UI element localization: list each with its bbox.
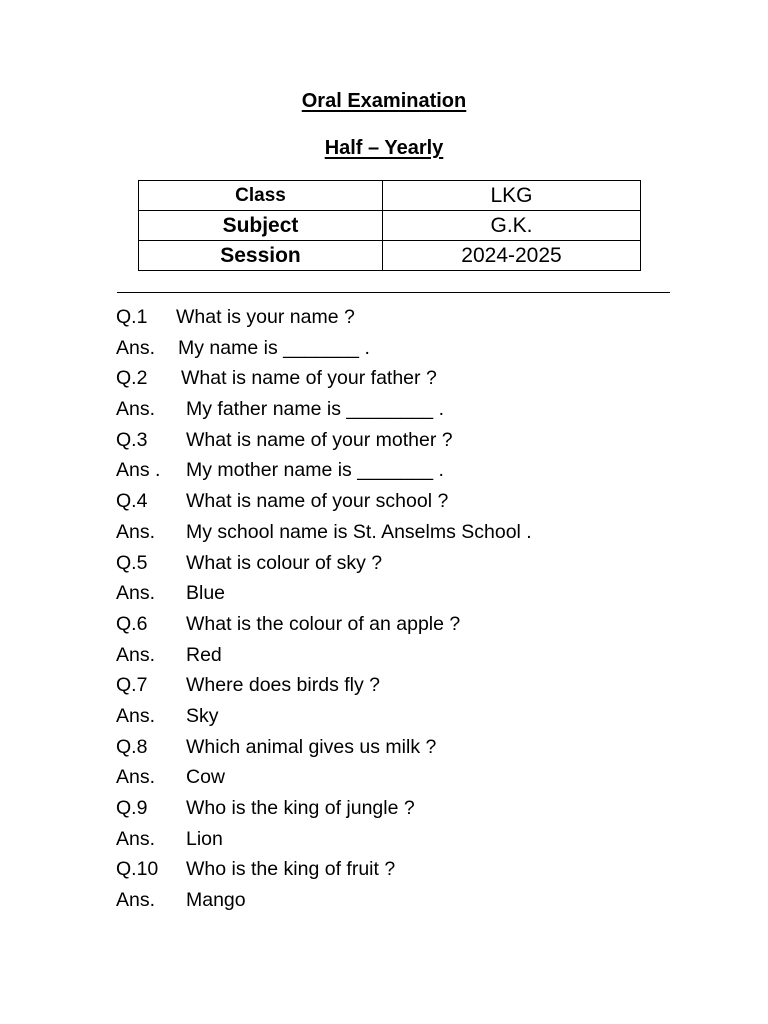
question-answer-list xyxy=(116,302,736,916)
subject-label: Subject xyxy=(139,211,383,241)
answer-text: My mother name is _______ . xyxy=(186,459,444,482)
question-row xyxy=(116,609,736,640)
answer-label: Ans. xyxy=(116,766,156,789)
question-number: Q.6 xyxy=(116,612,148,635)
answer-label: Ans. xyxy=(116,520,156,543)
question-row xyxy=(116,670,736,701)
answer-label: Ans. xyxy=(116,827,156,850)
question-row xyxy=(116,548,736,579)
answer-label: Ans. xyxy=(116,643,156,666)
separator-line xyxy=(117,292,670,293)
question-number: Q.8 xyxy=(116,735,148,758)
question-text: What is the colour of an apple ? xyxy=(186,612,461,635)
question-row xyxy=(116,854,736,885)
exam-info-table xyxy=(138,180,641,271)
answer-text: Blue xyxy=(186,582,226,605)
question-number: Q.7 xyxy=(116,674,148,697)
answer-label: Ans. xyxy=(116,582,156,605)
question-text: Who is the king of jungle ? xyxy=(186,797,415,819)
answer-label: Ans. xyxy=(116,704,156,727)
answer-row xyxy=(116,394,736,425)
question-number: Q.9 xyxy=(116,797,148,819)
question-row xyxy=(116,486,736,517)
class-label: Class xyxy=(139,181,383,211)
question-text: What is name of your mother ? xyxy=(186,428,453,451)
question-number: Q.10 xyxy=(116,858,159,881)
answer-row xyxy=(116,578,736,609)
question-number: Q.1 xyxy=(116,306,148,328)
answer-label: Ans . xyxy=(116,459,161,482)
question-number: Q.5 xyxy=(116,551,148,574)
answer-row xyxy=(116,333,736,364)
question-text: What is colour of sky ? xyxy=(186,551,383,574)
answer-label: Ans. xyxy=(116,398,156,421)
info-row-session xyxy=(139,241,641,271)
answer-row xyxy=(116,762,736,793)
question-text: What is name of your school ? xyxy=(186,490,449,513)
answer-label: Ans. xyxy=(116,889,156,912)
info-row-class xyxy=(139,181,641,211)
question-row xyxy=(116,363,736,394)
answer-row xyxy=(116,824,736,855)
question-text: Where does birds fly ? xyxy=(186,674,381,697)
answer-text: Lion xyxy=(186,827,223,850)
question-number: Q.4 xyxy=(116,490,148,513)
info-row-subject xyxy=(139,211,641,241)
class-value: LKG xyxy=(383,181,641,211)
answer-row xyxy=(116,455,736,486)
session-label: Session xyxy=(139,241,383,271)
answer-row xyxy=(116,701,736,732)
question-row xyxy=(116,732,736,763)
answer-label: Ans. xyxy=(116,336,156,359)
answer-text: Sky xyxy=(186,704,219,727)
session-value: 2024-2025 xyxy=(383,241,641,271)
answer-text: Cow xyxy=(186,766,226,789)
answer-text: My name is _______ . xyxy=(178,336,370,359)
answer-row xyxy=(116,885,736,916)
answer-text: Red xyxy=(186,643,222,666)
question-row xyxy=(116,793,736,824)
question-number: Q.2 xyxy=(116,367,148,390)
answer-text: My school name is St. Anselms School . xyxy=(186,520,532,543)
question-row xyxy=(116,425,736,456)
question-text: Who is the king of fruit ? xyxy=(186,858,396,881)
answer-text: Mango xyxy=(186,889,246,912)
subject-value: G.K. xyxy=(383,211,641,241)
answer-text: My father name is ________ . xyxy=(186,398,444,421)
question-text: Which animal gives us milk ? xyxy=(186,735,437,758)
question-number: Q.3 xyxy=(116,428,148,451)
document-title: Oral Examination xyxy=(301,90,467,112)
document-subtitle: Half – Yearly xyxy=(324,137,444,159)
answer-row xyxy=(116,640,736,671)
answer-row xyxy=(116,517,736,548)
question-row xyxy=(116,302,736,333)
question-text: What is your name ? xyxy=(176,306,355,328)
question-text: What is name of your father ? xyxy=(181,367,437,390)
